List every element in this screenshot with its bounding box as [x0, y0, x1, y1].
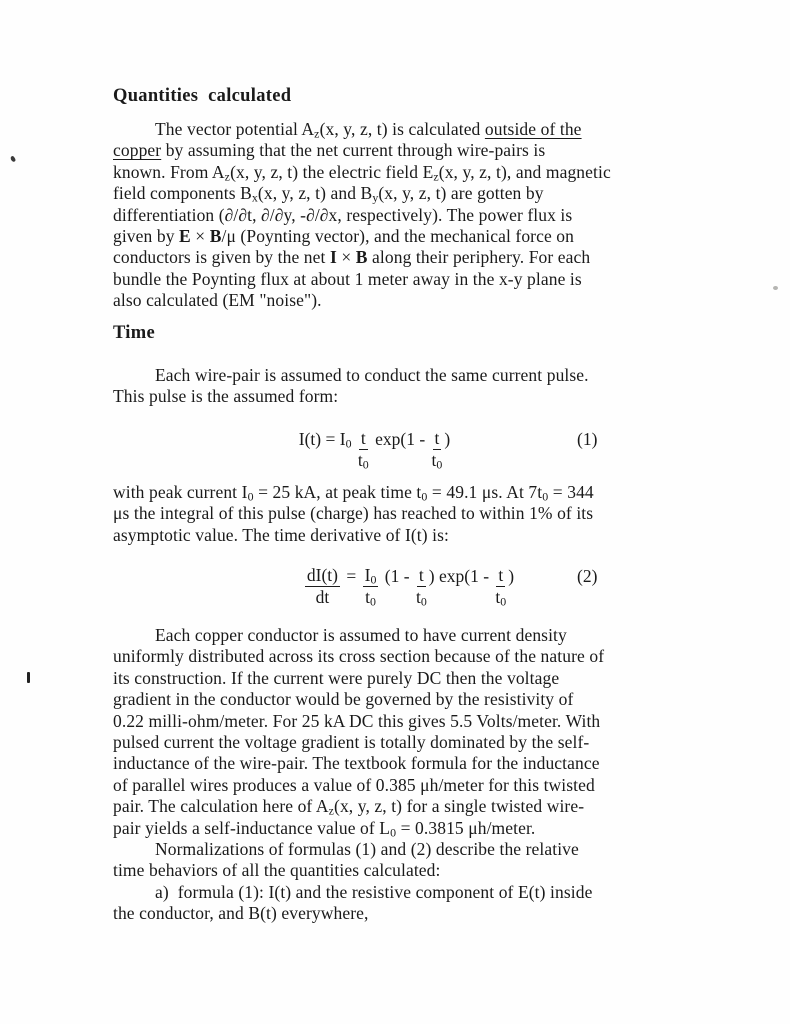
equation-1	[113, 428, 678, 474]
text-line: the conductor, and B(t) everywhere,	[113, 903, 369, 924]
section-heading-time: Time	[113, 323, 155, 343]
equation-text: (1 -	[380, 566, 414, 586]
text-line: pair yields a self-inductance value of $L_0 = 0.3815$ μh/meter.	[113, 817, 536, 840]
fraction-numerator: dI(t)	[306, 565, 339, 585]
text-line: inductance of the wire-pair. The textbook formula for the inductance	[113, 753, 600, 774]
text-line: time behaviors of all the quantities calculated:	[113, 860, 441, 881]
text-line: given by E × B/μ (Poynting vector), and the mechanical force on	[113, 226, 575, 247]
text-line: of parallel wires produces a value of 0.385 μh/meter for this twisted	[113, 774, 595, 795]
fraction-numerator: t	[360, 428, 366, 448]
section-heading-quantities-calculated: Quantities calculated	[113, 86, 292, 106]
scan-artifact-left-speck	[10, 155, 17, 162]
fraction	[305, 565, 340, 607]
text-line: Each copper conductor is assumed to have current density	[155, 625, 567, 645]
scan-artifact-right-speck	[773, 286, 778, 290]
fraction	[416, 565, 427, 607]
fraction-denominator: $t_0$	[357, 450, 369, 472]
fraction-denominator: $t_0$	[431, 450, 443, 472]
text-line: conductors is given by the net I × B along their periphery. For each	[113, 247, 591, 268]
equation-2-body	[126, 565, 691, 607]
text-line: Normalizations of formulas (1) and (2) describe the relative	[155, 839, 579, 860]
equation-2-number: (2)	[577, 566, 598, 586]
equation-text: $I(t) = I_0$	[298, 429, 352, 451]
text-line: 0.22 milli-ohm/meter. For 25 kA DC this gives 5.5 Volts/meter. With	[113, 710, 601, 731]
text-line: Each wire-pair is assumed to conduct the same current pulse.	[155, 365, 589, 385]
text-line: uniformly distributed across its cross section because of the nature of	[113, 646, 605, 667]
text-line: gradient in the conductor would be governed by the resistivity of	[113, 689, 574, 710]
fraction-denominator: $t_0$	[495, 587, 507, 609]
equation-1-number: (1)	[577, 429, 598, 449]
text-line: its construction. If the current were purely DC then the voltage	[113, 667, 560, 688]
text-line: a) formula (1): I(t) and the resistive component of E(t) inside	[155, 881, 593, 902]
text-line: μs the integral of this pulse (charge) has reached to within 1% of its	[113, 503, 594, 524]
text-line: differentiation (∂/∂t, ∂/∂y, -∂/∂x, respectively). The power flux is	[113, 204, 573, 225]
fraction-denominator: dt	[315, 587, 330, 607]
fraction	[432, 428, 443, 470]
text-line: field components $B_x(x$, y, z, t) and $B_y(x$, y, z, t) are gotten by	[113, 183, 544, 205]
text-line: also calculated (EM "noise").	[113, 290, 322, 311]
fraction-numerator: t	[434, 428, 440, 448]
text-line: bundle the Poynting flux at about 1 meter away in the x-y plane is	[113, 268, 582, 289]
text-line: pair. The calculation here of $A_z(x$, y, z, t) for a single twisted wire-	[113, 796, 585, 818]
equation-text: ) exp(1 -	[428, 566, 494, 586]
text-line: asymptotic value. The time derivative of I(t) is:	[113, 524, 450, 545]
fraction-numerator: t	[498, 565, 504, 585]
paragraph-conductor-and-normalizations	[113, 625, 713, 925]
equation-text: )	[508, 566, 515, 586]
fraction-denominator: $t_0$	[365, 587, 376, 609]
equation-text: )	[444, 429, 451, 449]
equation-text: =	[342, 566, 361, 586]
paragraph-pulse-intro	[113, 365, 713, 408]
fraction	[495, 565, 506, 607]
paragraph-vector-potential	[113, 119, 713, 312]
text-line: pulsed current the voltage gradient is totally dominated by the self-	[113, 732, 590, 753]
text-line: copper by assuming that the net current through wire-pairs is	[113, 140, 546, 161]
fraction	[363, 565, 379, 607]
fraction-numerator: $I_0$	[364, 565, 377, 587]
text-line: known. From $A_z(x$, y, z, t) the electric field $E_z(x$, y, z, t), and magnetic	[113, 161, 611, 184]
fraction	[358, 428, 369, 470]
equation-2	[113, 565, 678, 611]
fraction-denominator: $t_0$	[415, 587, 427, 609]
paragraph-peak-current	[113, 482, 713, 546]
text-line: The vector potential $A_z(x$, y, z, t) is calculated outside of the	[155, 119, 582, 141]
text-line: with peak current $I_0 = 25$ kA, at peak time $t_0 = 49.1$ μs. At $7t_0 = 344$	[113, 482, 594, 504]
equation-1-body	[92, 428, 657, 470]
fraction-numerator: t	[418, 565, 424, 585]
equation-text: exp(1 -	[370, 429, 430, 449]
text-line: This pulse is the assumed form:	[113, 386, 339, 407]
scan-artifact-left-dash	[27, 672, 30, 683]
